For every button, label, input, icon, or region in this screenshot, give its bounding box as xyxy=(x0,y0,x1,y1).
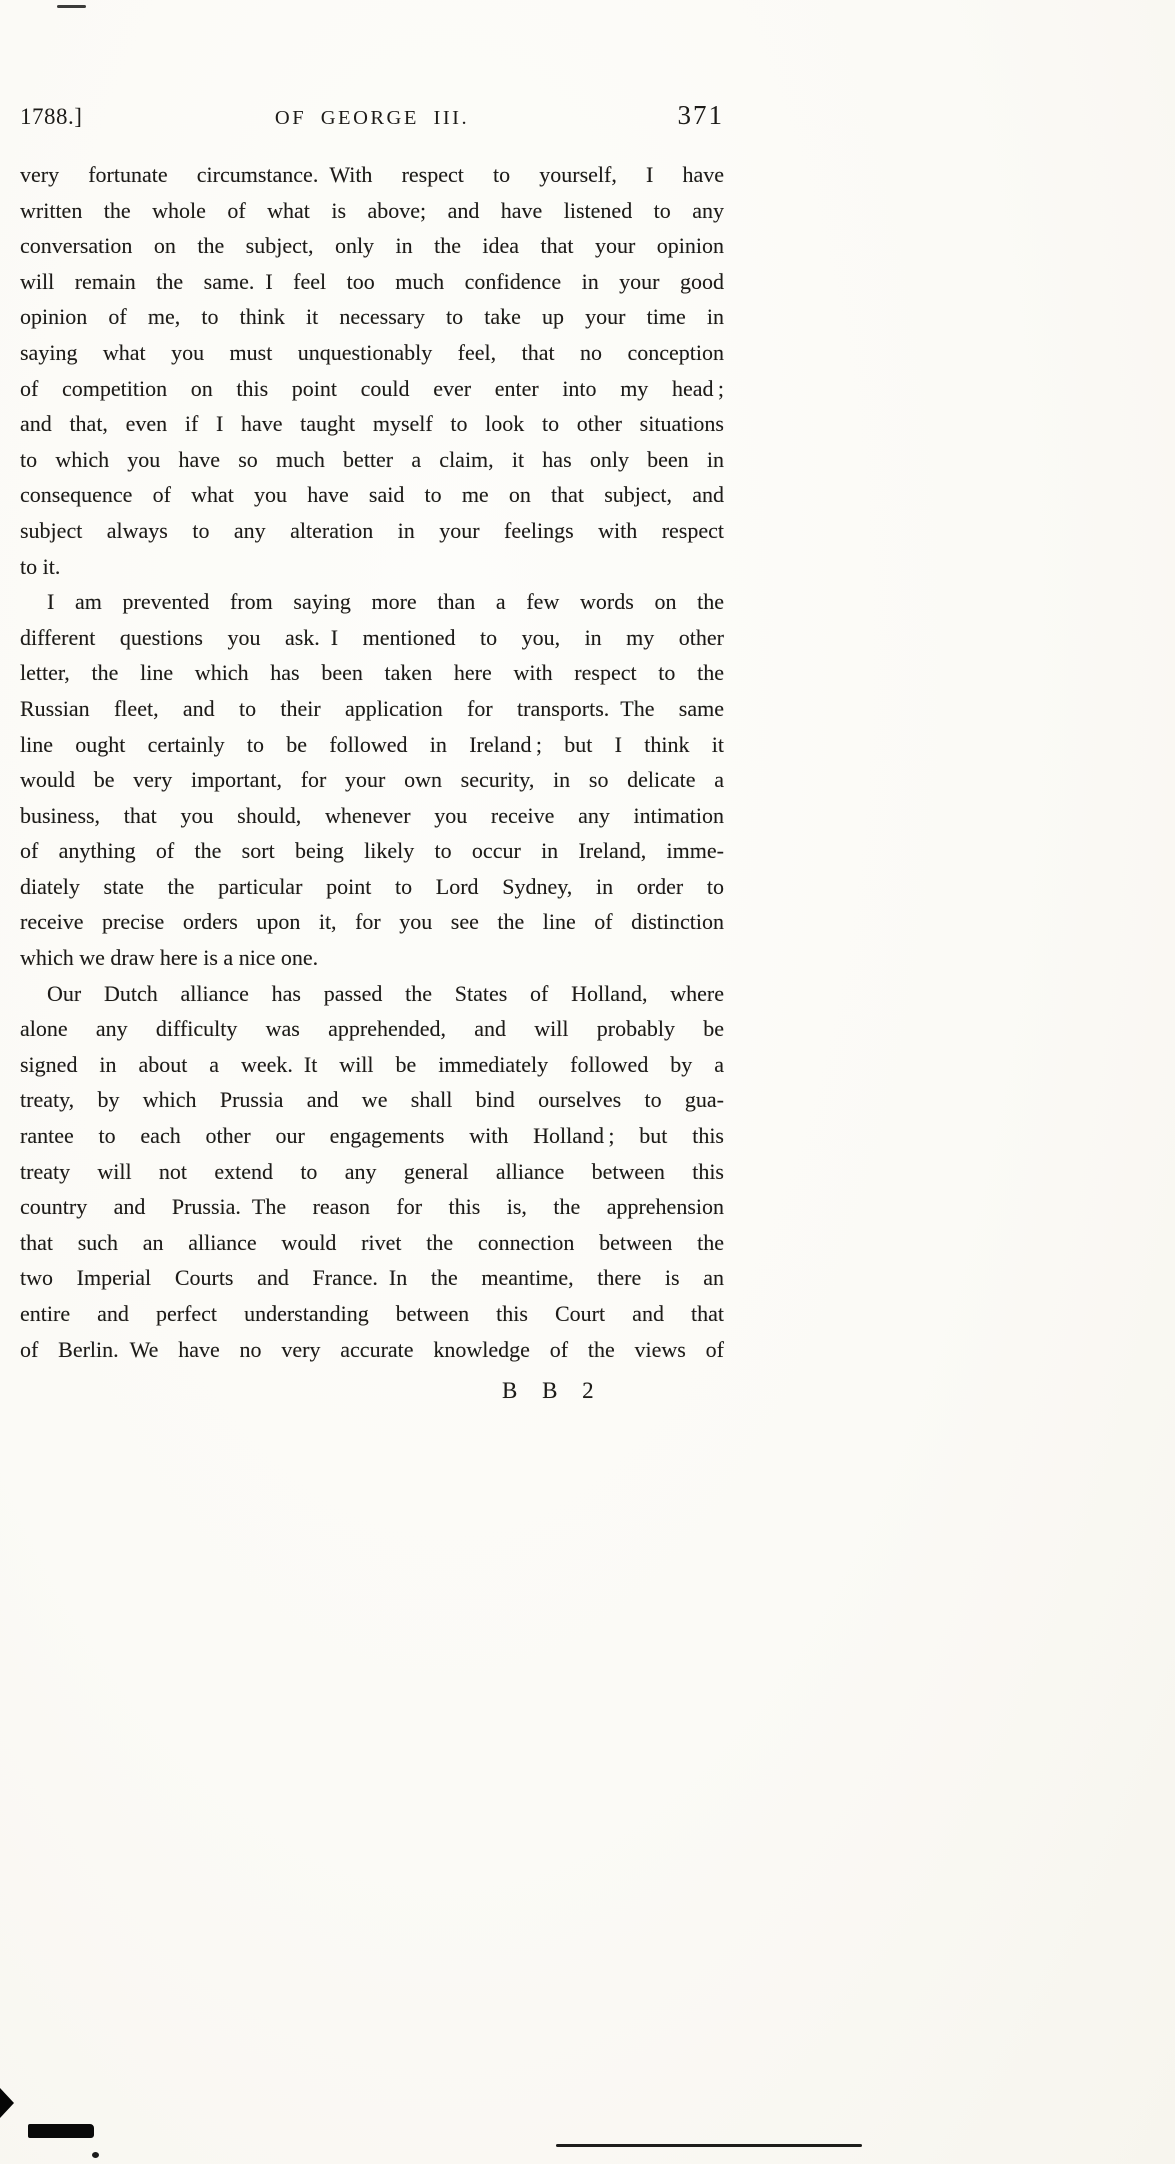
text-line: subject always to any alteration in your feelings with respect xyxy=(20,517,724,543)
text-line: saying what you must unquestionably feel, that no conception xyxy=(20,339,724,365)
scan-artifact-ink-bar xyxy=(28,2124,94,2138)
text-line: country and Prussia. The reason for this is, the apprehension xyxy=(20,1194,724,1220)
text-line: of Berlin. We have no very accurate knowledge of the views of xyxy=(20,1336,724,1362)
text-line: Our Dutch alliance has passed the States of Holland, where xyxy=(47,980,724,1006)
text-line: Russian fleet, and to their application for transports. The same xyxy=(20,695,724,721)
text-line: alone any difficulty was apprehended, and will probably be xyxy=(20,1016,724,1042)
paragraph xyxy=(20,976,724,1368)
paragraph xyxy=(20,584,724,976)
page-header xyxy=(20,100,724,131)
signature-mark: B B 2 xyxy=(502,1378,599,1403)
paragraph xyxy=(20,157,724,584)
text-line: treaty will not extend to any general alliance between this xyxy=(20,1158,724,1184)
scan-artifact-edge-blob xyxy=(0,2088,14,2118)
text-line: entire and perfect understanding between this Court and that xyxy=(20,1301,724,1326)
scan-artifact-dot xyxy=(92,2152,99,2158)
text-line: of competition on this point could ever enter into my head ; xyxy=(20,375,724,401)
text-line: diately state the particular point to Lord Sydney, in order to xyxy=(20,873,724,899)
header-running-title: OF GEORGE III. xyxy=(274,107,470,129)
text-line: treaty, by which Prussia and we shall bind ourselves to gua- xyxy=(20,1087,724,1113)
text-line: and that, even if I have taught myself to look to other situations xyxy=(20,411,724,437)
text-line: different questions you ask. I mentioned to you, in my other xyxy=(20,624,724,650)
text-line: written the whole of what is above; and have listened to any xyxy=(20,197,724,223)
text-line: line ought certainly to be followed in Ireland ; but I think it xyxy=(20,731,724,757)
text-line: of anything of the sort being likely to occur in Ireland, imme- xyxy=(20,838,724,864)
text-line: which we draw here is a nice one. xyxy=(20,945,319,971)
text-line: very fortunate circumstance. With respect to yourself, I have xyxy=(20,162,724,187)
text-line: to which you have so much better a claim, it has only been in xyxy=(20,446,724,472)
text-line: will remain the same. I feel too much confidence in your good xyxy=(20,268,724,294)
text-line: conversation on the subject, only in the idea that your opinion xyxy=(20,233,724,259)
scan-artifact-top-dash xyxy=(57,5,86,8)
scan-artifact-bottom-rule xyxy=(556,2144,862,2147)
header-page-number: 371 xyxy=(677,100,725,130)
text-line: business, that you should, whenever you receive any intimation xyxy=(20,802,724,828)
text-line: two Imperial Courts and France. In the meantime, there is an xyxy=(20,1265,724,1291)
text-line: rantee to each other our engagements with Holland ; but this xyxy=(20,1123,724,1149)
page-body xyxy=(20,157,724,1367)
text-line: signed in about a week. It will be immediately followed by a xyxy=(20,1051,724,1077)
header-year: 1788.] xyxy=(20,104,83,129)
text-line: would be very important, for your own security, in so delicate a xyxy=(20,767,724,793)
text-line: opinion of me, to think it necessary to take up your time in xyxy=(20,304,724,330)
text-line: letter, the line which has been taken here with respect to the xyxy=(20,660,724,686)
text-line: I am prevented from saying more than a few words on the xyxy=(47,589,724,615)
text-line: to it. xyxy=(20,553,61,579)
text-line: that such an alliance would rivet the connection between the xyxy=(20,1229,724,1255)
text-line: receive precise orders upon it, for you see the line of distinction xyxy=(20,909,724,935)
text-line: consequence of what you have said to me on that subject, and xyxy=(20,482,724,508)
